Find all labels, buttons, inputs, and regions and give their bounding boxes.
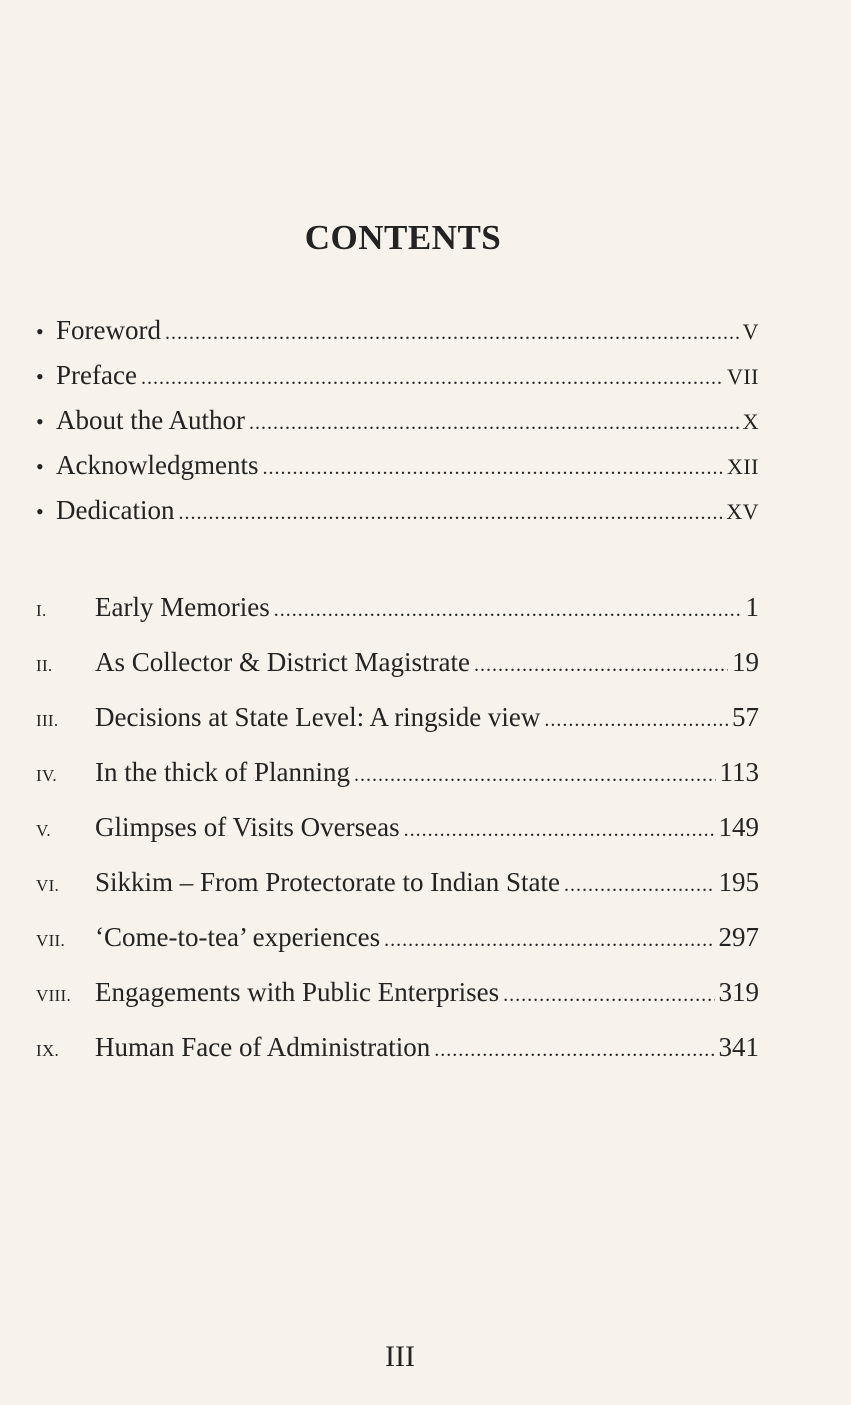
dot-leader [544, 693, 728, 748]
entry-page: V [742, 319, 759, 344]
toc-chapter-6[interactable] [36, 855, 759, 910]
toc-entry-dedication[interactable] [36, 488, 759, 533]
chapter-page: 1 [745, 592, 759, 622]
page-title: CONTENTS [304, 218, 502, 257]
bullet-icon: • [36, 499, 44, 524]
dot-leader [474, 638, 728, 693]
toc-chapter-3[interactable] [36, 690, 759, 745]
chapter-list [36, 580, 759, 1075]
entry-page: XII [726, 454, 759, 479]
chapter-number: III. [36, 711, 59, 730]
chapter-title: In the thick of Planning [95, 757, 350, 787]
chapter-page: 113 [719, 757, 759, 787]
chapter-page: 297 [718, 922, 759, 952]
chapter-number: IV. [36, 766, 57, 785]
toc-chapter-1[interactable] [36, 580, 759, 635]
entry-label: About the Author [56, 405, 245, 435]
chapter-number: VIII. [36, 986, 72, 1005]
dot-leader [141, 356, 723, 401]
dot-leader [178, 491, 722, 536]
toc-chapter-8[interactable] [36, 965, 759, 1020]
entry-label: Foreword [56, 315, 161, 345]
toc-chapter-4[interactable] [36, 745, 759, 800]
chapter-page: 19 [732, 647, 759, 677]
bullet-icon: • [36, 454, 44, 479]
toc-chapter-9[interactable] [36, 1020, 759, 1075]
toc-chapter-7[interactable] [36, 910, 759, 965]
chapter-page: 149 [718, 812, 759, 842]
front-matter-list [36, 308, 759, 533]
chapter-number: V. [36, 821, 51, 840]
chapter-number: I. [36, 601, 47, 620]
dot-leader [404, 803, 715, 858]
dot-leader [354, 748, 716, 803]
entry-page: X [742, 409, 759, 434]
entry-label: Preface [56, 360, 137, 390]
bullet-icon: • [36, 319, 44, 344]
chapter-number: IX. [36, 1041, 60, 1060]
chapter-number: VII. [36, 931, 66, 950]
toc-entry-about-the-author[interactable] [36, 398, 759, 443]
bullet-icon: • [36, 409, 44, 434]
dot-leader [384, 913, 714, 968]
chapter-number: VI. [36, 876, 60, 895]
page-number: III [385, 1340, 415, 1373]
chapter-title: Sikkim – From Protectorate to Indian State [95, 867, 560, 897]
dot-leader [274, 583, 742, 638]
chapter-title: Decisions at State Level: A ringside view [95, 702, 541, 732]
toc-chapter-2[interactable] [36, 635, 759, 690]
chapter-title: Engagements with Public Enterprises [95, 977, 500, 1007]
chapter-title: Human Face of Administration [95, 1032, 431, 1062]
chapter-page: 319 [718, 977, 759, 1007]
bullet-icon: • [36, 364, 44, 389]
chapter-title: As Collector & District Magistrate [95, 647, 470, 677]
chapter-number: II. [36, 656, 53, 675]
chapter-page: 341 [718, 1032, 759, 1062]
dot-leader [249, 401, 739, 446]
entry-page: XV [726, 499, 759, 524]
toc-chapter-5[interactable] [36, 800, 759, 855]
dot-leader [564, 858, 715, 913]
dot-leader [434, 1023, 714, 1078]
entry-label: Acknowledgments [56, 450, 259, 480]
toc-entry-acknowledgments[interactable] [36, 443, 759, 488]
toc-entry-foreword[interactable] [36, 308, 759, 353]
chapter-title: ‘Come-to-tea’ experiences [95, 922, 381, 952]
chapter-title: Early Memories [95, 592, 270, 622]
dot-leader [503, 968, 714, 1023]
chapter-page: 57 [732, 702, 759, 732]
entry-page: VII [726, 364, 759, 389]
dot-leader [165, 311, 739, 356]
toc-entry-preface[interactable] [36, 353, 759, 398]
chapter-page: 195 [718, 867, 759, 897]
dot-leader [262, 446, 722, 491]
entry-label: Dedication [56, 495, 175, 525]
chapter-title: Glimpses of Visits Overseas [95, 812, 400, 842]
